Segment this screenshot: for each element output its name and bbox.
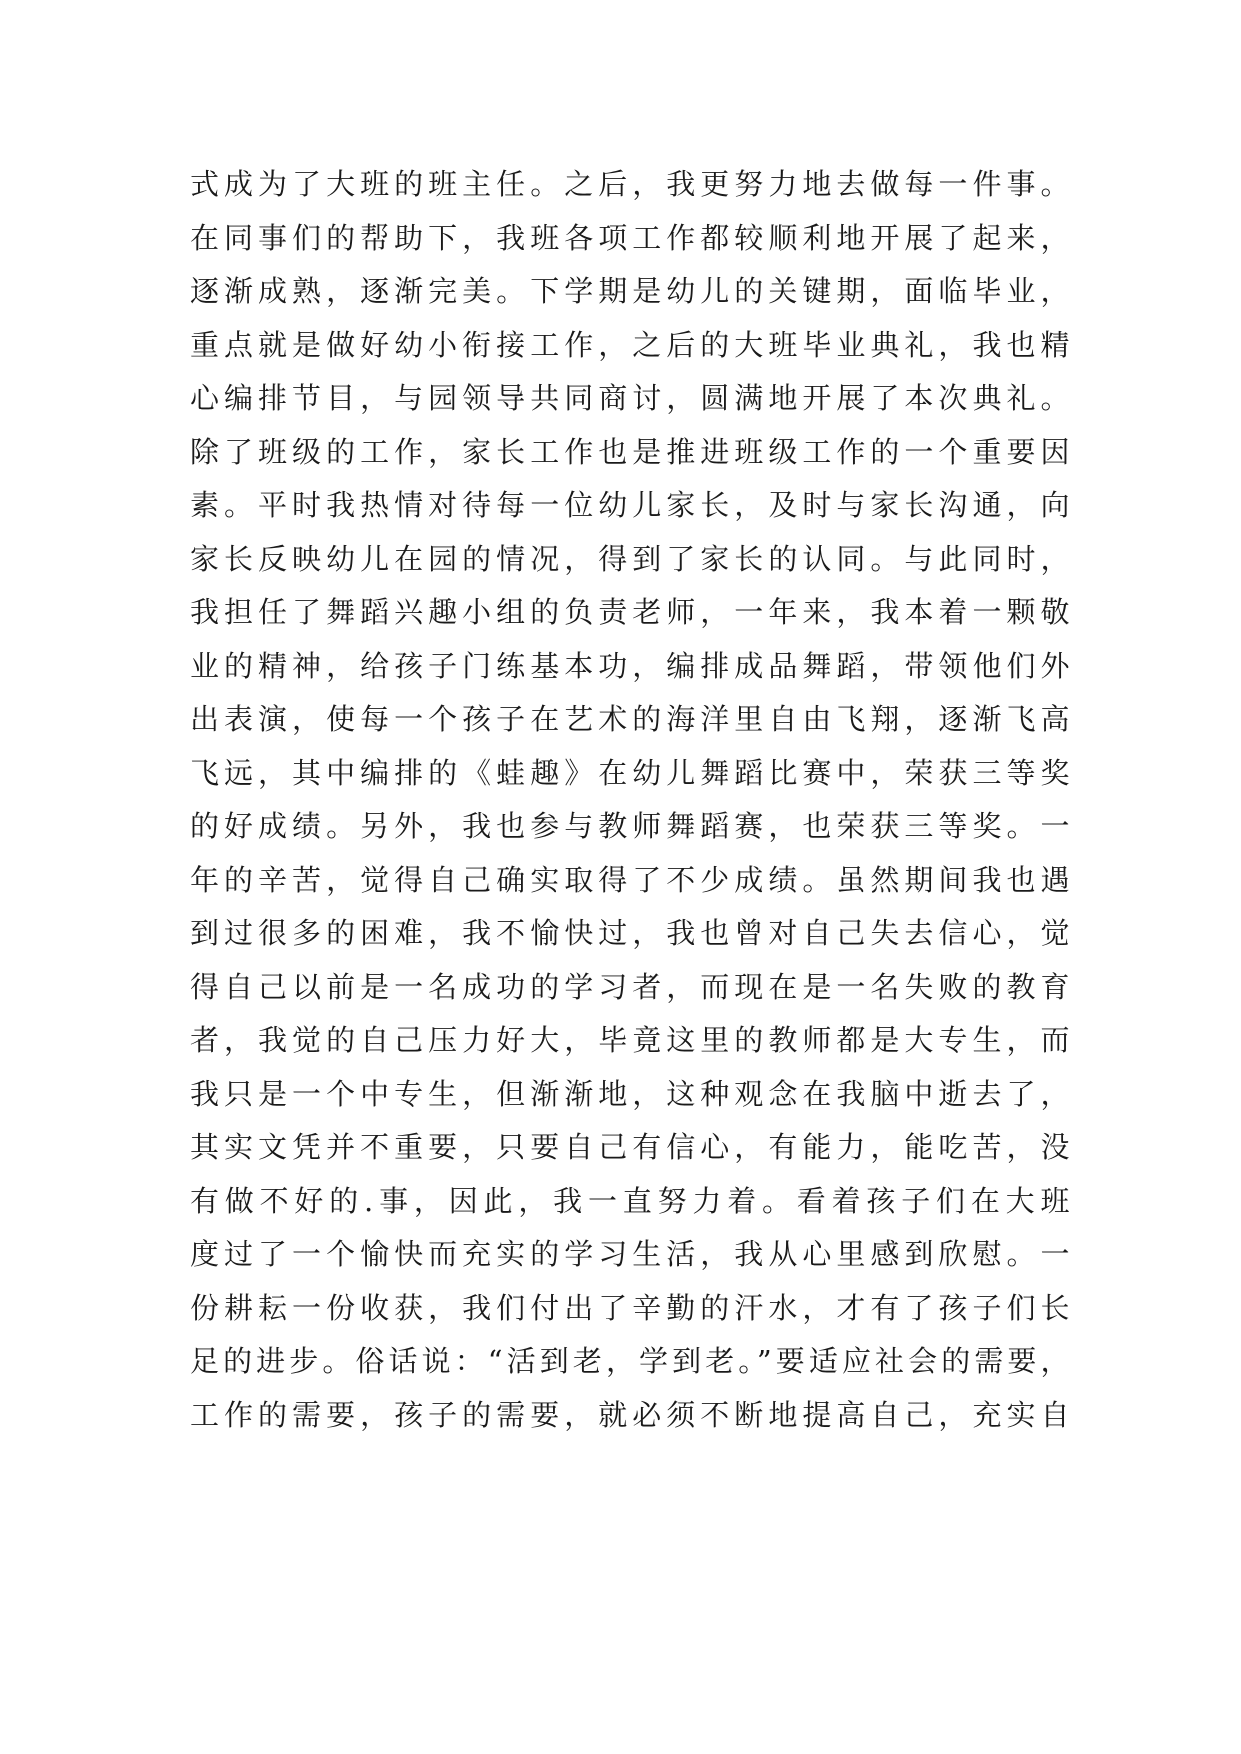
- text-line: 重点就是做好幼小衔接工作，之后的大班毕业典礼，我也精: [190, 327, 1070, 362]
- text-line: 工作的需要，孩子的需要，就必须不断地提高自己，充实自: [190, 1397, 1070, 1432]
- text-line: 得自己以前是一名成功的学习者，而现在是一名失败的教育: [190, 969, 1070, 1004]
- text-line: 式成为了大班的班主任。之后，我更努力地去做每一件事。: [190, 167, 1070, 201]
- text-line: 份耕耘一份收获，我们付出了辛勤的汗水，才有了孩子们长: [190, 1290, 1070, 1325]
- text-line: 心编排节目，与园领导共同商讨，圆满地开展了本次典礼。: [190, 381, 1070, 415]
- text-line: 业的精神，给孩子门练基本功，编排成品舞蹈，带领他们外: [190, 648, 1070, 683]
- text-line: 到过很多的困难，我不愉快过，我也曾对自己失去信心，觉: [190, 916, 1070, 950]
- text-line: 我只是一个中专生，但渐渐地，这种观念在我脑中逝去了，: [190, 1076, 1070, 1111]
- text-line: 度过了一个愉快而充实的学习生活，我从心里感到欣慰。一: [190, 1237, 1070, 1271]
- text-line: 年的辛苦，觉得自己确实取得了不少成绩。虽然期间我也遇: [190, 862, 1070, 897]
- text-line: 者，我觉的自己压力好大，毕竟这里的教师都是大专生，而: [190, 1023, 1070, 1057]
- text-line: 其实文凭并不重要，只要自己有信心，有能力，能吃苦，没: [190, 1130, 1070, 1164]
- body-text: [190, 158, 1070, 1442]
- text-line: 素。平时我热情对待每一位幼儿家长，及时与家长沟通，向: [190, 488, 1070, 522]
- text-line: 家长反映幼儿在园的情况，得到了家长的认同。与此同时，: [190, 541, 1070, 576]
- text-line: 在同事们的帮助下，我班各项工作都较顺利地开展了起来，: [190, 220, 1070, 255]
- text-line: 有做不好的.事，因此，我一直努力着。看着孩子们在大班: [190, 1183, 1070, 1218]
- text-line: 出表演，使每一个孩子在艺术的海洋里自由飞翔，逐渐飞高: [190, 702, 1070, 736]
- text-line: 除了班级的工作，家长工作也是推进班级工作的一个重要因: [190, 434, 1070, 469]
- text-line: 飞远，其中编排的《蛙趣》在幼儿舞蹈比赛中，荣获三等奖: [190, 755, 1070, 790]
- text-line: 足的进步。俗话说：“活到老，学到老。”要适应社会的需要，: [190, 1344, 1070, 1378]
- text-line: 逐渐成熟，逐渐完美。下学期是幼儿的关键期，面临毕业，: [190, 274, 1070, 308]
- text-line: 的好成绩。另外，我也参与教师舞蹈赛，也荣获三等奖。一: [190, 809, 1070, 843]
- text-line: 我担任了舞蹈兴趣小组的负责老师，一年来，我本着一颗敬: [190, 595, 1070, 629]
